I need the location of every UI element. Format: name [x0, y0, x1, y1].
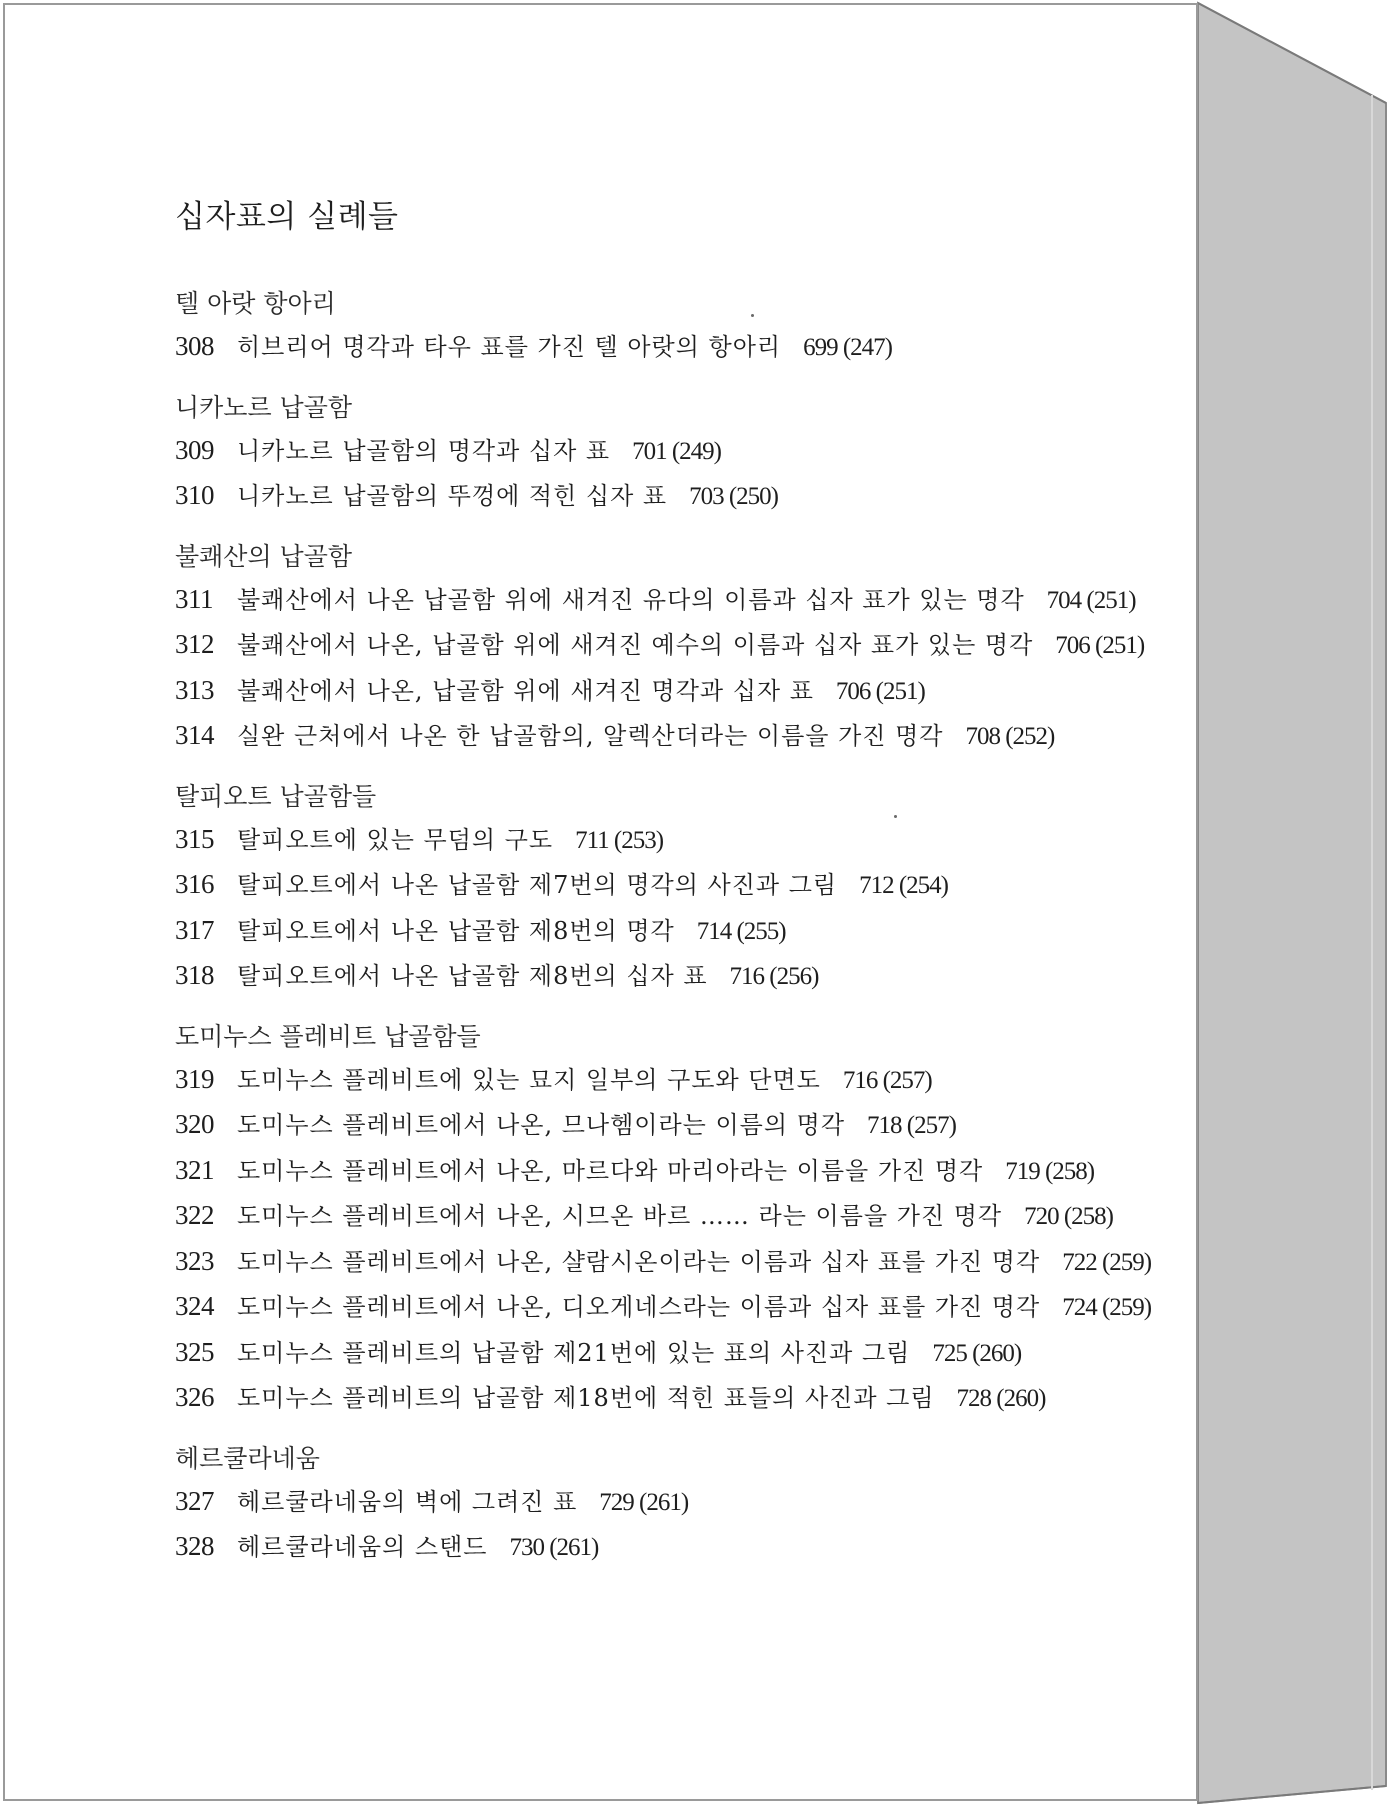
page-reference: 729 (261) [599, 1488, 689, 1516]
figure-number: 326 [175, 1382, 214, 1412]
figure-number: 315 [175, 823, 214, 854]
list-item [175, 1484, 1175, 1530]
page-reference: 724 (259) [1062, 1294, 1152, 1321]
page-reference: 711 (253) [575, 826, 664, 854]
contents-list [175, 289, 1175, 1593]
list-item [175, 673, 1175, 719]
page-reference: 716 (257) [842, 1066, 932, 1094]
list-item [175, 1062, 1175, 1108]
page-reference: 725 (260) [932, 1339, 1022, 1367]
list-item [175, 913, 1175, 959]
figure-number: 319 [175, 1063, 214, 1094]
list-item [175, 718, 1175, 764]
list-item [175, 1380, 1175, 1426]
page-reference: 719 (258) [1005, 1157, 1095, 1185]
figure-caption: 도미누스 플레비트에서 나온, 시므온 바르 …… 라는 이름을 가진 명각 [237, 1202, 1003, 1230]
page-title: 십자표의 실례들 [175, 199, 399, 235]
page-reference: 699 (247) [803, 334, 892, 361]
figure-caption: 실완 근처에서 나온 한 납골함의, 알렉산더라는 이름을 가진 명각 [237, 722, 944, 750]
page-reference: 714 (255) [696, 917, 786, 945]
figure-caption: 히브리어 명각과 타우 표를 가진 텔 아랏의 항아리 [237, 333, 782, 361]
figure-number: 318 [175, 960, 214, 990]
figure-number: 308 [175, 331, 214, 361]
page-reference: 701 (249) [632, 437, 721, 465]
figure-caption: 도미누스 플레비트에 있는 묘지 일부의 구도와 단면도 [237, 1065, 821, 1094]
figure-number: 312 [175, 629, 214, 659]
figure-caption: 니카노르 납골함의 뚜껑에 적힌 십자 표 [237, 482, 668, 510]
section-heading: 도미누스 플레비트 납골함들 [175, 1021, 481, 1051]
figure-caption: 불쾌산에서 나온, 납골함 위에 새겨진 예수의 이름과 십자 표가 있는 명각 [237, 631, 1034, 659]
page-reference: 712 (254) [859, 872, 948, 899]
page-reference: 718 (257) [867, 1112, 956, 1139]
list-item [175, 478, 1175, 524]
contents-section [175, 1444, 1175, 1575]
figure-caption: 도미누스 플레비트의 납골함 제18번에 적힌 표들의 사진과 그림 [237, 1384, 935, 1412]
page-reference: 720 (258) [1024, 1203, 1113, 1230]
figure-number: 321 [175, 1154, 214, 1185]
figure-number: 314 [175, 720, 214, 750]
figure-caption: 불쾌산에서 나온 납골함 위에 새겨진 유다의 이름과 십자 표가 있는 명각 [237, 585, 1025, 614]
section-heading: 탈피오트 납골함들 [175, 781, 377, 811]
list-item [175, 822, 1175, 868]
list-item [175, 1107, 1175, 1153]
figure-number: 316 [175, 869, 214, 899]
contents-section [175, 542, 1175, 764]
page-reference: 706 (251) [835, 677, 925, 705]
figure-number: 328 [175, 1531, 214, 1561]
list-item [175, 1335, 1175, 1381]
figure-number: 322 [175, 1200, 214, 1230]
document-page [3, 3, 1198, 1801]
list-item [175, 627, 1175, 673]
figure-caption: 니카노르 납골함의 명각과 십자 표 [237, 436, 611, 465]
figure-caption: 탈피오트에서 나온 납골함 제8번의 십자 표 [237, 962, 708, 990]
scan-speck [894, 815, 897, 818]
figure-caption: 도미누스 플레비트에서 나온, 므나헴이라는 이름의 명각 [237, 1111, 846, 1139]
page-reference: 728 (260) [956, 1385, 1046, 1412]
page-reference: 706 (251) [1055, 632, 1145, 659]
figure-number: 325 [175, 1336, 214, 1367]
figure-number: 327 [175, 1485, 214, 1516]
figure-caption: 불쾌산에서 나온, 납골함 위에 새겨진 명각과 십자 표 [237, 676, 814, 705]
section-heading: 불쾌산의 납골함 [175, 541, 352, 571]
list-item [175, 329, 1175, 375]
figure-number: 311 [175, 583, 213, 614]
page-reference: 716 (256) [729, 963, 819, 990]
figure-caption: 탈피오트에서 나온 납골함 제7번의 명각의 사진과 그림 [237, 871, 838, 899]
list-item [175, 958, 1175, 1004]
list-item [175, 433, 1175, 479]
page-reference: 708 (252) [965, 723, 1055, 750]
section-heading: 헤르쿨라네움 [175, 1443, 320, 1473]
figure-caption: 탈피오트에 있는 무덤의 구도 [237, 825, 554, 854]
contents-section [175, 289, 1175, 375]
page-reference: 722 (259) [1062, 1248, 1152, 1276]
figure-caption: 도미누스 플레비트의 납골함 제21번에 있는 표의 사진과 그림 [237, 1338, 911, 1367]
page-reference: 730 (261) [509, 1534, 599, 1561]
list-item [175, 867, 1175, 913]
section-heading: 니카노르 납골함 [175, 392, 352, 422]
list-item [175, 1289, 1175, 1335]
page-reference: 704 (251) [1046, 586, 1136, 614]
figure-caption: 헤르쿨라네움의 벽에 그려진 표 [237, 1487, 578, 1516]
figure-number: 310 [175, 480, 214, 510]
page-reference: 703 (250) [689, 483, 778, 510]
figure-number: 323 [175, 1245, 214, 1276]
list-item [175, 582, 1175, 628]
figure-number: 320 [175, 1109, 214, 1139]
contents-section [175, 1022, 1175, 1426]
list-item [175, 1244, 1175, 1290]
figure-caption: 탈피오트에서 나온 납골함 제8번의 명각 [237, 916, 675, 945]
figure-number: 317 [175, 914, 214, 945]
list-item [175, 1153, 1175, 1199]
section-heading: 텔 아랏 항아리 [175, 289, 336, 318]
scan-speck [751, 314, 754, 317]
figure-number: 324 [175, 1291, 214, 1321]
contents-section [175, 393, 1175, 524]
list-item [175, 1198, 1175, 1244]
list-item [175, 1529, 1175, 1575]
figure-caption: 도미누스 플레비트에서 나온, 샬람시온이라는 이름과 십자 표를 가진 명각 [237, 1247, 1041, 1276]
figure-caption: 헤르쿨라네움의 스탠드 [237, 1533, 488, 1561]
contents-section [175, 782, 1175, 1004]
figure-number: 309 [175, 434, 214, 465]
figure-number: 313 [175, 674, 214, 705]
figure-caption: 도미누스 플레비트에서 나온, 마르다와 마리아라는 이름을 가진 명각 [237, 1156, 984, 1185]
figure-caption: 도미누스 플레비트에서 나온, 디오게네스라는 이름과 십자 표를 가진 명각 [237, 1293, 1041, 1321]
